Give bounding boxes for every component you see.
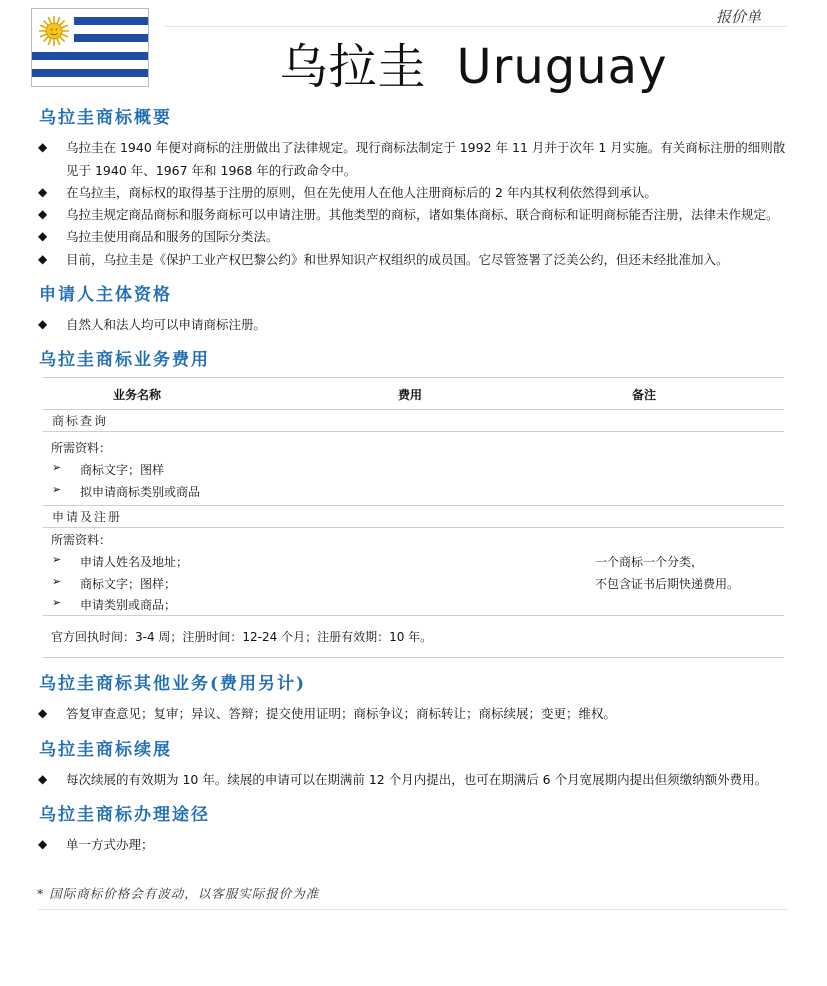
table-row: 商标文字；图样 bbox=[80, 463, 165, 477]
table-row: 申请类别或商品； bbox=[80, 598, 177, 612]
table-row: 拟申请商标类别或商品 bbox=[80, 485, 201, 499]
section-title-search: 商标查询 bbox=[52, 414, 109, 428]
list-item: ◆ 乌拉圭规定商品商标和服务商标可以申请注册。其他类型的商标，诸如集体商标、联合商标和证明商标能否注册，法律未作规定。 bbox=[38, 203, 788, 226]
timeline-note: 官方回执时间：3-4 周；注册时间：12-24 个月；注册有效期：10 年。 bbox=[51, 630, 433, 644]
diamond-icon: ◆ bbox=[38, 837, 48, 851]
column-header-remark: 备注 bbox=[632, 388, 657, 402]
list-item: ◆ 乌拉圭使用商品和服务的国际分类法。 bbox=[38, 225, 788, 248]
table-row-rule bbox=[43, 431, 784, 432]
diamond-icon: ◆ bbox=[38, 140, 48, 154]
diamond-icon: ◆ bbox=[38, 229, 48, 243]
remark-line: 不包含证书后期快递费用。 bbox=[595, 577, 740, 591]
list-item: ◆ 在乌拉圭，商标权的取得基于注册的原则，但在先使用人在他人注册商标后的 2 年内其权利依然得到承认。 bbox=[38, 181, 788, 204]
table-row: 申请人姓名及地址； bbox=[80, 555, 189, 569]
quote-label: 报价单 bbox=[715, 8, 761, 26]
table-row-rule bbox=[43, 505, 784, 506]
table-header-rule bbox=[43, 409, 784, 410]
arrow-right-icon: ➢ bbox=[52, 483, 62, 496]
overview-heading: 乌拉圭商标概要 bbox=[39, 108, 172, 128]
list-item: ◆ 乌拉圭在 1940 年便对商标的注册做出了法律规定。现行商标法制定于 1992 年 11 月并于次年 1 月实施。有关商标注册的细则散见于 1940 年、1967 年和 1968 年的行政命令中。 bbox=[38, 136, 788, 182]
page-title bbox=[0, 28, 827, 97]
list-item: ◆ 自然人和法人均可以申请商标注册。 bbox=[38, 313, 788, 336]
diamond-icon: ◆ bbox=[38, 252, 48, 266]
column-header-fee: 费用 bbox=[398, 388, 423, 402]
title-en: Uruguay bbox=[456, 39, 668, 95]
table-row-rule bbox=[43, 527, 784, 528]
diamond-icon: ◆ bbox=[38, 185, 48, 199]
renewal-heading: 乌拉圭商标续展 bbox=[39, 740, 172, 760]
list-item: ◆ 目前，乌拉圭是《保护工业产权巴黎公约》和世界知识产权组织的成员国。它尽管签署了泛美公约，但还未经批准加入。 bbox=[38, 248, 788, 271]
table-row-rule bbox=[43, 615, 784, 616]
diamond-icon: ◆ bbox=[38, 317, 48, 331]
table-bottom-rule bbox=[43, 657, 784, 658]
column-header-service: 业务名称 bbox=[113, 388, 162, 402]
remark-line: 一个商标一个分类， bbox=[595, 555, 704, 569]
arrow-right-icon: ➢ bbox=[52, 553, 62, 566]
arrow-right-icon: ➢ bbox=[52, 575, 62, 588]
other-services-heading: 乌拉圭商标其他业务(费用另计) bbox=[39, 674, 307, 694]
header-rule bbox=[165, 26, 787, 27]
diamond-icon: ◆ bbox=[38, 207, 48, 221]
arrow-right-icon: ➢ bbox=[52, 461, 62, 474]
required-label: 所需资料： bbox=[51, 441, 112, 455]
required-label: 所需资料： bbox=[51, 533, 112, 547]
fees-heading: 乌拉圭商标业务费用 bbox=[39, 350, 210, 370]
eligibility-heading: 申请人主体资格 bbox=[39, 285, 172, 305]
footer-rule bbox=[38, 909, 788, 910]
section-title-registration: 申请及注册 bbox=[52, 510, 123, 524]
arrow-right-icon: ➢ bbox=[52, 596, 62, 609]
list-item: ◆ 答复审查意见；复审；异议、答辩；提交使用证明；商标争议；商标转让；商标续展；变更；维权。 bbox=[38, 702, 788, 725]
title-cn: 乌拉圭 bbox=[279, 39, 427, 95]
table-row: 商标文字；图样； bbox=[80, 577, 177, 591]
list-item: ◆ 每次续展的有效期为 10 年。续展的申请可以在期满前 12 个月内提出，也可在期满后 6 个月宽展期内提出但须缴纳额外费用。 bbox=[38, 768, 788, 791]
channels-heading: 乌拉圭商标办理途径 bbox=[39, 805, 210, 825]
list-item: ◆ 单一方式办理； bbox=[38, 833, 788, 856]
diamond-icon: ◆ bbox=[38, 772, 48, 786]
table-top-rule bbox=[43, 377, 784, 378]
diamond-icon: ◆ bbox=[38, 706, 48, 720]
price-disclaimer: * 国际商标价格会有波动，以客服实际报价为准 bbox=[37, 886, 320, 901]
